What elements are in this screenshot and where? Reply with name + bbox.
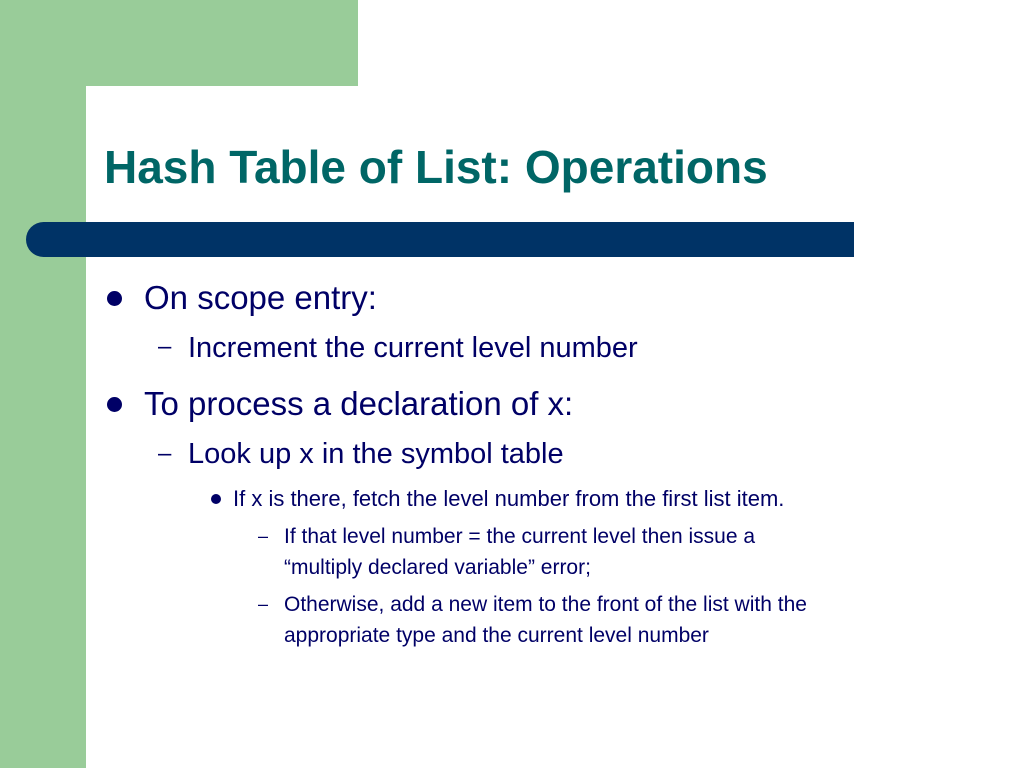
bullet-icon bbox=[107, 291, 122, 306]
dash-icon: – bbox=[158, 440, 172, 467]
sub-bullet-text: Look up x in the symbol table bbox=[188, 438, 564, 470]
bullet-icon bbox=[107, 397, 122, 412]
dash-icon: – bbox=[258, 594, 269, 614]
dash-icon: – bbox=[258, 526, 269, 546]
detail-text-line: Otherwise, add a new item to the front of the list with the bbox=[284, 593, 807, 616]
title-underline-bar bbox=[26, 222, 854, 257]
slide-title: Hash Table of List: Operations bbox=[104, 141, 768, 193]
decorative-top-band bbox=[0, 0, 358, 86]
detail-text-line: “multiply declared variable” error; bbox=[284, 556, 591, 579]
sub-sub-bullet-text: If x is there, fetch the level number from the first list item. bbox=[233, 486, 785, 511]
sub-bullet-text: Increment the current level number bbox=[188, 332, 638, 364]
dash-icon: – bbox=[158, 333, 172, 360]
detail-text-line: appropriate type and the current level number bbox=[284, 624, 709, 647]
bullet-icon bbox=[211, 494, 221, 504]
decorative-sidebar bbox=[0, 0, 86, 768]
bullet-text: To process a declaration of x: bbox=[144, 385, 574, 422]
detail-text-line: If that level number = the current level then issue a bbox=[284, 525, 756, 548]
bullet-text: On scope entry: bbox=[144, 279, 377, 316]
